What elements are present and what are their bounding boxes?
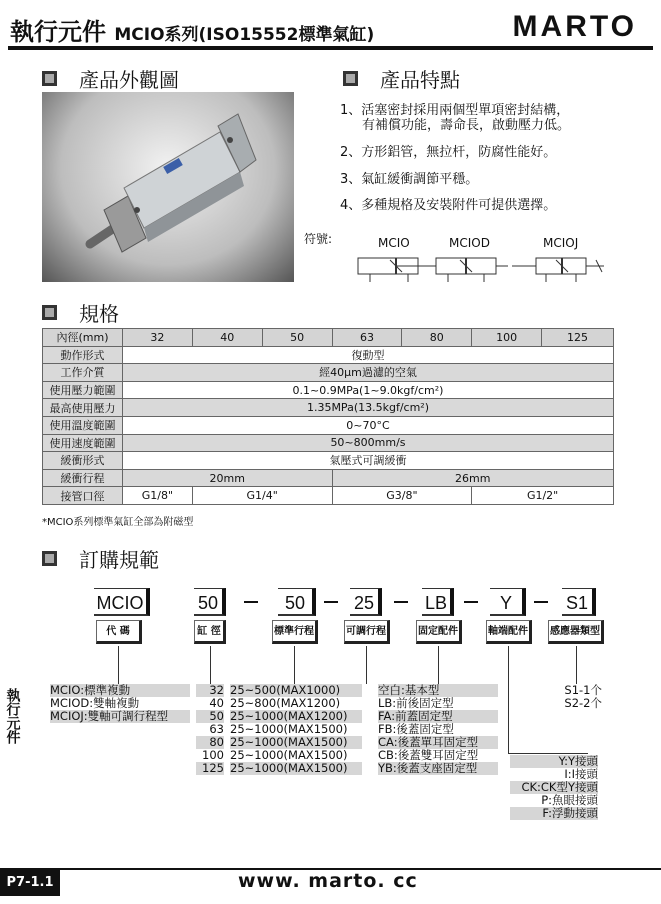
feature-item-2: 2、方形鋁管，無拉杆，防腐性能好。 (340, 145, 557, 160)
label-sensor: 感應器類型 (548, 620, 604, 644)
connector-line (438, 646, 439, 684)
appearance-heading-text: 產品外觀圖 (79, 68, 179, 92)
symbol-mciod-icon (426, 250, 508, 286)
table-cell: 緩衝形式 (43, 452, 123, 470)
options-rod-end (510, 755, 598, 820)
list-item: Y:Y接頭 (510, 755, 598, 768)
label-adjustable-stroke: 可調行程 (344, 620, 390, 644)
features-heading (343, 64, 460, 93)
table-row (43, 381, 614, 399)
connector-line (508, 646, 509, 754)
section-square-icon (42, 71, 57, 86)
label-model: 代 碼 (96, 620, 142, 644)
code-separator (464, 601, 478, 603)
table-cell: 63 (332, 329, 402, 347)
table-cell: G1/8" (122, 487, 192, 505)
table-cell: 1.35MPa(13.5kgf/cm²) (122, 399, 613, 417)
table-cell: 緩衝行程 (43, 469, 123, 487)
table-cell: 100 (472, 329, 542, 347)
table-cell: 0~70°C (122, 416, 613, 434)
section-square-icon (343, 71, 358, 86)
connector-line (366, 646, 367, 684)
list-item: 50 (196, 710, 224, 723)
list-item: CB:後蓋雙耳固定型 (378, 748, 479, 762)
list-item: FB:後蓋固定型 (378, 722, 454, 736)
list-item: 100 (202, 748, 224, 762)
list-item: 80 (196, 736, 224, 749)
symbol-name-mcioj: MCIOJ (543, 236, 579, 250)
list-item: 25~1000(MAX1500) (230, 736, 362, 749)
table-cell: 復動型 (122, 346, 613, 364)
label-rod-end: 軸端配件 (486, 620, 532, 644)
title-main: 執行元件 (10, 18, 106, 46)
table-cell: 40 (192, 329, 262, 347)
label-bore: 缸 徑 (194, 620, 226, 644)
list-item: 25~1000(MAX1500) (230, 748, 348, 762)
header-rule (8, 46, 653, 50)
code-bore: 50 (194, 588, 226, 616)
options-mount (378, 684, 498, 775)
list-item: CK:CK型Y接頭 (510, 781, 598, 794)
table-cell: 接管口徑 (43, 487, 123, 505)
section-square-icon (42, 551, 57, 566)
table-cell: 32 (122, 329, 192, 347)
list-item: MCIOD:雙軸複動 (50, 696, 140, 710)
side-tab (0, 688, 24, 744)
symbol-mcioj-icon (512, 250, 604, 286)
list-item: CA:後蓋單耳固定型 (378, 736, 498, 749)
table-cell: 氣壓式可調緩衝 (122, 452, 613, 470)
table-row (43, 416, 614, 434)
table-row (43, 452, 614, 470)
table-cell: G3/8" (332, 487, 472, 505)
code-adjustable-stroke: 25 (350, 588, 382, 616)
table-cell: 20mm (122, 469, 332, 487)
list-item: FA:前蓋固定型 (378, 710, 498, 723)
list-item: YB:後蓋支座固定型 (378, 762, 498, 775)
appearance-heading (42, 64, 179, 93)
list-item: 63 (209, 722, 224, 736)
feature-item-3: 3、氣缸緩衝調節平穩。 (340, 172, 479, 187)
order-heading (42, 544, 159, 573)
table-cell: 50~800mm/s (122, 434, 613, 452)
table-cell: 最高使用壓力 (43, 399, 123, 417)
symbol-mcio-icon (350, 250, 426, 286)
list-item: 空白:基本型 (378, 684, 498, 697)
features-heading-text: 產品特點 (380, 68, 460, 92)
options-model (50, 684, 190, 723)
table-row (43, 364, 614, 382)
page-number: P7-1.1 (0, 870, 60, 896)
list-item: LB:前後固定型 (378, 696, 454, 710)
code-sensor: S1 (562, 588, 596, 616)
table-cell: 經40μm過濾的空氣 (122, 364, 613, 382)
code-separator (394, 601, 408, 603)
footer-url: www. marto. cc (238, 870, 418, 892)
table-cell: G1/4" (192, 487, 332, 505)
table-row (43, 469, 614, 487)
code-model: MCIO (94, 588, 150, 616)
section-square-icon (42, 305, 57, 320)
list-item: F:浮動接頭 (510, 807, 598, 820)
list-item: 40 (209, 696, 224, 710)
code-rod-end: Y (490, 588, 526, 616)
product-photo (42, 92, 294, 282)
list-item: S2-2个 (564, 696, 602, 710)
page-title (10, 12, 374, 47)
spec-heading-text: 規格 (79, 302, 119, 326)
connector-line (118, 646, 119, 684)
label-mount: 固定配件 (416, 620, 462, 644)
options-stroke (230, 684, 362, 775)
list-item: S1-1个 (564, 683, 602, 697)
table-row (43, 346, 614, 364)
list-item: 25~1000(MAX1500) (230, 722, 348, 736)
code-separator (534, 601, 548, 603)
order-heading-text: 訂購規範 (79, 548, 159, 572)
table-cell: 工作介質 (43, 364, 123, 382)
spec-table (42, 328, 614, 505)
spec-heading (42, 298, 119, 327)
symbol-name-mciod: MCIOD (449, 236, 490, 250)
code-separator (244, 601, 258, 603)
table-cell: 80 (402, 329, 472, 347)
table-cell: G1/2" (472, 487, 614, 505)
list-item: 125 (196, 762, 224, 775)
code-stroke: 50 (278, 588, 316, 616)
table-row (43, 329, 614, 347)
table-cell: 內徑(mm) (43, 329, 123, 347)
table-cell: 動作形式 (43, 346, 123, 364)
feature-item-1-cont: 有補償功能，壽命長，啟動壓力低。 (362, 118, 571, 133)
list-item: MCIO:標準複動 (50, 684, 190, 697)
table-cell: 使用壓力範圍 (43, 381, 123, 399)
connector-line (210, 646, 211, 684)
spec-note: *MCIO系列標準氣缸全部為附磁型 (42, 517, 194, 528)
label-stroke: 標準行程 (272, 620, 318, 644)
title-subtitle: MCIO系列(ISO15552標準氣缸) (114, 25, 375, 45)
list-item: 32 (196, 684, 224, 697)
list-item: 25~500(MAX1000) (230, 684, 362, 697)
connector-line (576, 646, 577, 684)
code-separator (324, 601, 338, 603)
symbol-name-mcio: MCIO (378, 236, 410, 250)
symbol-label: 符號: (304, 232, 333, 246)
list-item: 25~1000(MAX1200) (230, 710, 362, 723)
feature-item-4: 4、多種規格及安裝附件可提供選擇。 (340, 198, 557, 213)
table-cell: 50 (262, 329, 332, 347)
list-item: MCIOJ:雙軸可調行程型 (50, 710, 190, 723)
list-item: P:魚眼接頭 (541, 793, 598, 807)
table-cell: 使用速度範圍 (43, 434, 123, 452)
table-cell: 0.1~0.9MPa(1~9.0kgf/cm²) (122, 381, 613, 399)
table-cell: 125 (542, 329, 614, 347)
side-tab-text: 執行元件 (4, 688, 21, 744)
options-bore (196, 684, 224, 775)
table-row (43, 487, 614, 505)
table-cell: 26mm (332, 469, 613, 487)
list-item: 25~800(MAX1200) (230, 696, 341, 710)
list-item: 25~1000(MAX1500) (230, 762, 362, 775)
brand-logo: MARTO (512, 10, 637, 43)
options-sensor (552, 684, 602, 710)
list-item: I:I接頭 (564, 767, 598, 781)
connector-line (294, 646, 295, 684)
table-cell: 使用溫度範圍 (43, 416, 123, 434)
feature-item-1: 1、活塞密封採用兩個型單項密封結構， (340, 103, 570, 118)
table-row (43, 434, 614, 452)
code-mount: LB (422, 588, 454, 616)
table-row (43, 399, 614, 417)
